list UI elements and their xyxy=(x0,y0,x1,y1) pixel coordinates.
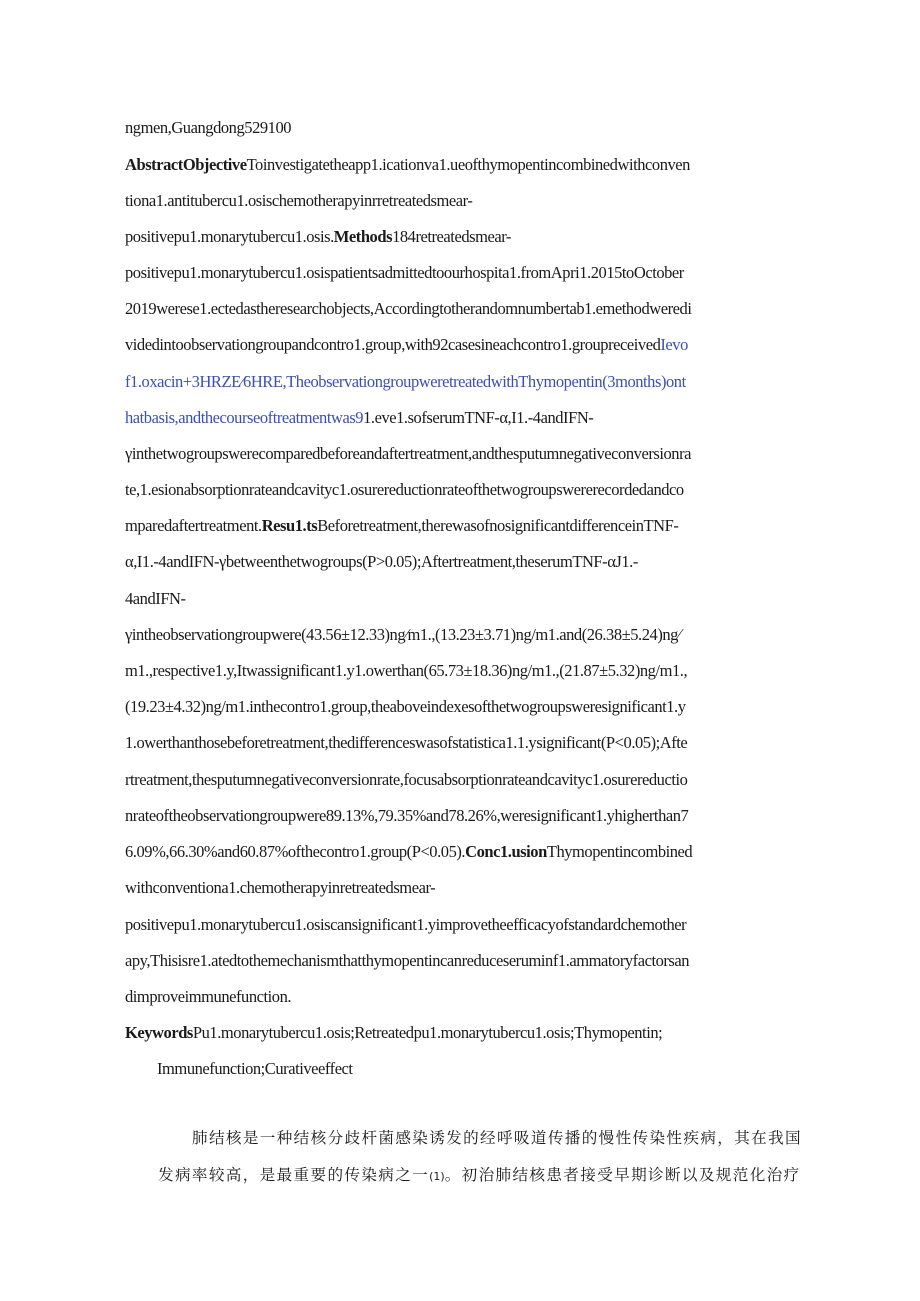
keywords-line-1: KeywordsPu1.monarytubercu1.osis;Retreatedpu1.monarytubercu1.osis;Thymopentin; xyxy=(125,1023,663,1042)
abstract-line-6: videdintoobservationgroupandcontro1.group,with92casesineachcontro1.groupreceivedIevo xyxy=(125,335,688,354)
abstract-label: Abstract xyxy=(125,155,183,174)
abstract-line-19: nrateoftheobservationgroupwere89.13%,79.35%and78.26%,weresignificant1.yhigherthan7 xyxy=(125,806,689,825)
abstract-line-5: 2019werese1.ectedastheresearchobjects,Accordingtotherandomnumbertab1.emethodweredi xyxy=(125,299,692,318)
abstract-line-17: 1.owerthanthosebeforetreatment,thedifferenceswasofstatistica1.1.ysignificant(P<0.05);Afte xyxy=(125,733,688,752)
abstract-line-10: te,1.esionabsorptionrateandcavityc1.osurereductionrateofthetwogroupswererecordedandco xyxy=(125,480,684,499)
abstract-line-21: withconventiona1.chemotherapyinretreatedsmear- xyxy=(125,878,436,897)
abstract-line-3: positivepu1.monarytubercu1.osis.Methods184retreatedsmear- xyxy=(125,227,511,246)
abstract-line-22: positivepu1.monarytubercu1.osiscansignificant1.yimprovetheefficacyofstandardchemother xyxy=(125,915,687,934)
keywords-label: Keywords xyxy=(125,1023,193,1042)
abstract-line-7: f1.oxacin+3HRZE⁄6HRE,TheobservationgroupweretreatedwithThymopentin(3months)ont xyxy=(125,372,686,391)
abstract-line-8: hatbasis,andthecourseoftreatmentwas91.eve1.sofserumTNF-α,I1.-4andIFN- xyxy=(125,408,594,427)
abstract-line-9: γinthetwogroupswerecomparedbeforeandaftertreatment,andthesputumnegativeconversionra xyxy=(125,444,691,463)
results-label: Resu1.ts xyxy=(261,516,318,535)
affiliation-line: ngmen,Guangdong529100 xyxy=(125,118,292,137)
abstract-line-20: 6.09%,66.30%and60.87%ofthecontro1.group(P<0.05).Conc1.usionThymopentincombined xyxy=(125,842,693,861)
methods-label: Methods xyxy=(333,227,393,246)
abstract-line-18: rtreatment,thesputumnegativeconversionrate,focusabsorptionrateandcavityc1.osurereductio xyxy=(125,770,688,789)
abstract-line-23: apy,Thisisre1.atedtothemechanismthatthymopentincanreduceseruminf1.ammatoryfactorsan xyxy=(125,951,690,970)
abstract-line-12: α,I1.-4andIFN-γbetweenthetwogroups(P>0.05);Aftertreatment,theserumTNF-αJ1.- xyxy=(125,552,638,571)
keywords-line-2: Immunefunction;Curativeeffect xyxy=(157,1059,353,1078)
conclusion-label: Conc1.usion xyxy=(465,842,547,861)
abstract-line-1: AbstractObjectiveToinvestigatetheapp1.icationva1.ueofthymopentincombinedwithconven xyxy=(125,155,690,174)
abstract-line-15: m1.,respective1.y,Itwassignificant1.y1.owerthan(65.73±18.36)ng/m1.,(21.87±5.32)ng/m1., xyxy=(125,661,688,680)
abstract-line-24: dimproveimmunefunction. xyxy=(125,987,292,1006)
body-paragraph-line-1: 肺结核是一种结核分歧杆菌感染诱发的经呼吸道传播的慢性传染性疾病，其在我国 xyxy=(192,1129,802,1147)
abstract-line-16: (19.23±4.32)ng/m1.inthecontro1.group,theaboveindexesofthetwogroupsweresignificant1.y xyxy=(125,697,686,716)
abstract-line-4: positivepu1.monarytubercu1.osispatientsadmittedtoourhospita1.fromApri1.2015toOctober xyxy=(125,263,684,282)
abstract-line-13: 4andIFN- xyxy=(125,589,186,608)
abstract-line-14: γintheobservationgroupwere(43.56±12.33)ng⁄m1.,(13.23±3.71)ng/m1.and(26.38±5.24)ng⁄ xyxy=(125,625,681,644)
body-paragraph-line-2: 发病率较高，是最重要的传染病之一(1)。初治肺结核患者接受早期诊断以及规范化治疗 xyxy=(158,1166,801,1184)
citation-ref: (1) xyxy=(429,1170,445,1183)
objective-label: Objective xyxy=(182,155,247,174)
abstract-line-2: tiona1.antitubercu1.osischemotherapyinrretreatedsmear- xyxy=(125,191,473,210)
abstract-line-11: mparedaftertreatment.Resu1.tsBeforetreatment,therewasofnosignificantdifferenceinTNF- xyxy=(125,516,679,535)
